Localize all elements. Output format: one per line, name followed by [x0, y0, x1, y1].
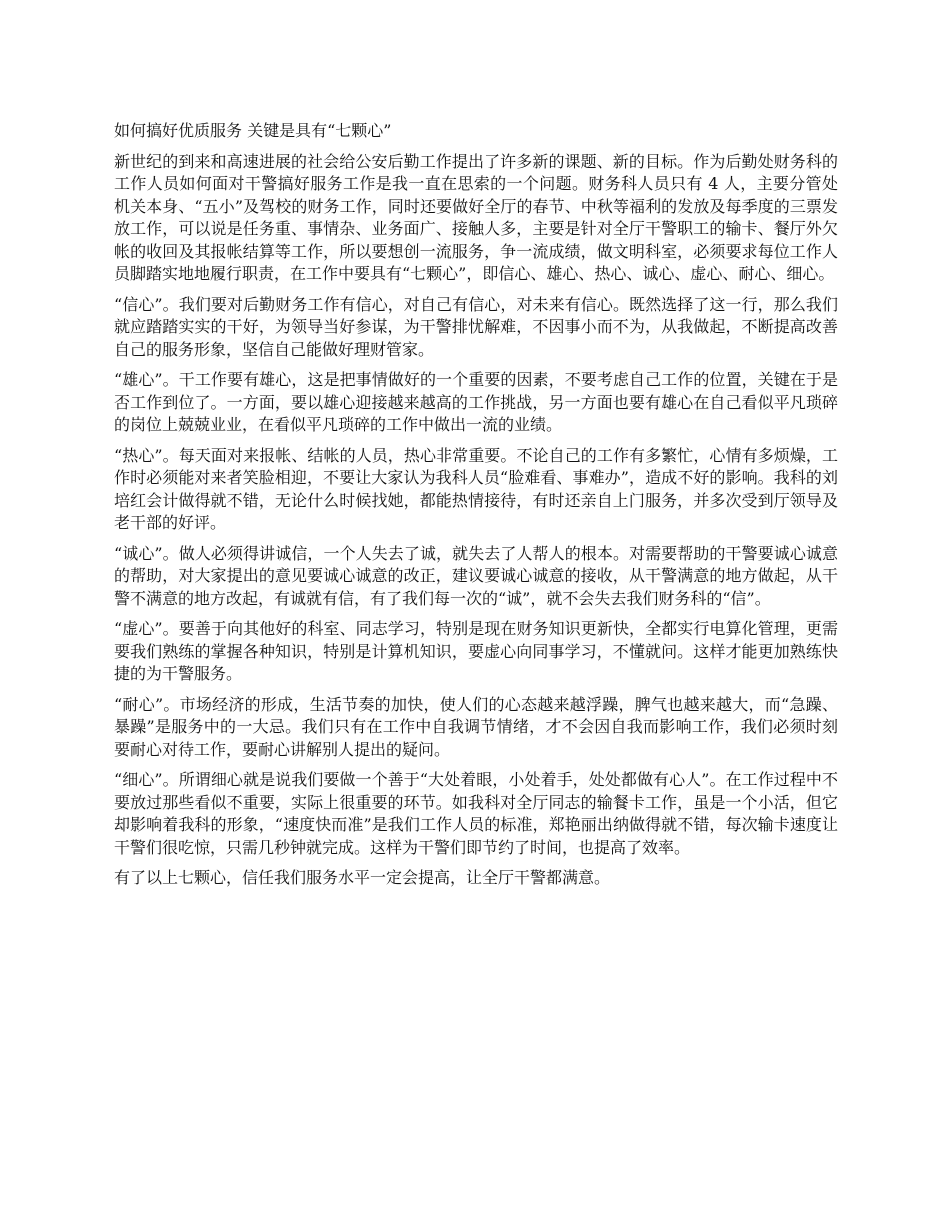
paragraph-conclusion: 有了以上七颗心，信任我们服务水平一定会提高，让全厅干警都满意。 [114, 868, 611, 887]
paragraph-confidence: “信心”。我们要对后勤财务工作有信心，对自己有信心，对未来有信心。既然选择了这一行，那么我们就应踏踏实实的干好，为领导当好参谋，为干警排忧解难，不因事小而不为，从我做起，不断提高改善自己的服务形象，坚信自己能做好理财管家。 [114, 294, 838, 359]
document-title: 如何搞好优质服务 关键是具有“七颗心” [114, 121, 392, 140]
document-page [114, 120, 838, 898]
paragraph-patience: “耐心”。市场经济的形成，生活节奏的加快，使人们的心态越来越浮躁，脾气也越来越大，而“急躁、暴躁”是服务中的一大忌。我们只有在工作中自我调节情绪，才不会因自我而影响工作，我们必须时刻要耐心对待工作，要耐心讲解别人提出的疑问。 [114, 694, 838, 759]
paragraph-carefulness: “细心”。所谓细心就是说我们要做一个善于“大处着眼，小处着手，处处都做有心人”。在工作过程中不要放过那些看似不重要，实际上很重要的环节。如我科对全厅同志的输餐卡工作，虽是一个小活，但它却影响着我科的形象，“速度快而准”是我们工作人员的标准，郑艳丽出纳做得就不错，每次输卡速度让干警们很吃惊，只需几秒钟就完成。这样为干警们即节约了时间，也提高了效率。 [114, 770, 838, 857]
paragraph-enthusiasm: “热心”。每天面对来报帐、结帐的人员，热心非常重要。不论自己的工作有多繁忙，心情有多烦燥，工作时必须能对来者笑脸相迎，不要让大家认为我科人员“脸难看、事难办”，造成不好的影响。我科的刘培红会计做得就不错，无论什么时候找她，都能热情接待，有时还亲自上门服务，并多次受到厅领导及老干部的好评。 [114, 445, 838, 532]
paragraph-sincerity: “诚心”。做人必须得讲诚信，一个人失去了诚，就失去了人帮人的根本。对需要帮助的干警要诚心诚意的帮助，对大家提出的意见要诚心诚意的改正，建议要诚心诚意的接收，从干警满意的地方做起，从干警不满意的地方改起，有诚就有信，有了我们每一次的“诚”，就不会失去我们财务科的“信”。 [114, 543, 838, 608]
paragraph-intro: 新世纪的到来和高速进展的社会给公安后勤工作提出了许多新的课题、新的目标。作为后勤处财务科的工作人员如何面对干警搞好服务工作是我一直在思索的一个问题。财务科人员只有 4 人，主要分管处机关本身、“五小”及驾校的财务工作，同时还要做好全厅的春节、中秋等福利的发放及每季度的三票发放工作，可以说是任务重、事情杂、业务面广、接触人多，主要是针对全厅干警职工的输卡、餐厅外欠帐的收回及其报帐结算等工作，所以要想创一流服务，争一流成绩，做文明科室，必须要求每位工作人员脚踏实地地履行职责，在工作中要具有“七颗心”，即信心、雄心、热心、诚心、虚心、耐心、细心。 [114, 151, 838, 283]
paragraph-modesty: “虚心”。要善于向其他好的科室、同志学习，特别是现在财务知识更新快，全都实行电算化管理，更需要我们熟练的掌握各种知识，特别是计算机知识，要虚心向同事学习，不懂就问。这样才能更加熟练快捷的为干警服务。 [114, 619, 838, 683]
paragraph-ambition: “雄心”。干工作要有雄心，这是把事情做好的一个重要的因素，不要考虑自己工作的位置，关键在于是否工作到位了。一方面，要以雄心迎接越来越高的工作挑战，另一方面也要有雄心在自己看似平凡琐碎的岗位上兢兢业业，在看似平凡琐碎的工作中做出一流的业绩。 [114, 370, 838, 434]
